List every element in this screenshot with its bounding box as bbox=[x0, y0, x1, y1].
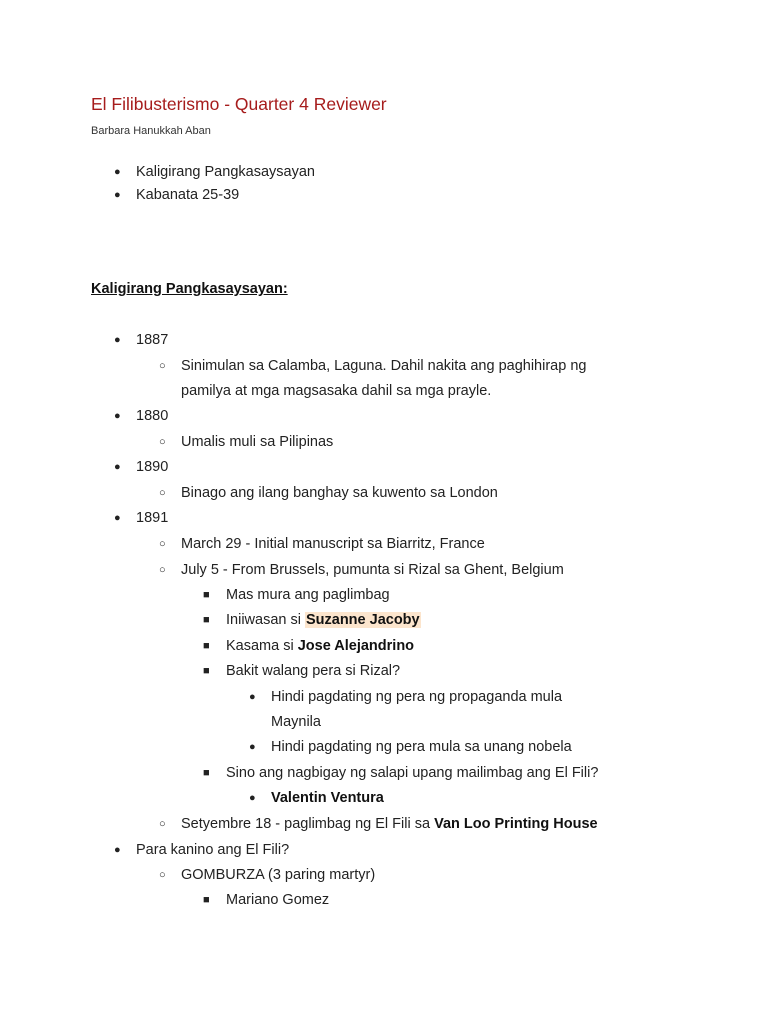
list-item: Binago ang ilang banghay sa kuwento sa London bbox=[181, 485, 498, 501]
bullet-square-icon: ■ bbox=[203, 767, 210, 779]
list-item: Bakit walang pera si Rizal? bbox=[226, 663, 401, 679]
bullet-square-icon: ■ bbox=[203, 614, 210, 626]
bullet-circle-icon: ○ bbox=[159, 436, 166, 448]
bullet-disc-icon: ● bbox=[114, 166, 121, 178]
list-item: Valentin Ventura bbox=[271, 790, 384, 806]
bullet-disc-icon: ● bbox=[249, 691, 256, 703]
list-item bbox=[226, 636, 414, 656]
bold-name: Jose Alejandrino bbox=[297, 638, 415, 654]
list-item: Para kanino ang El Fili? bbox=[136, 842, 290, 858]
list-item-text: Setyembre 18 - paglimbag ng El Fili sa bbox=[181, 816, 435, 832]
list-item: Sino ang nagbigay ng salapi upang mailimbag ang El Fili? bbox=[226, 765, 599, 781]
list-item: July 5 - From Brussels, pumunta si Rizal sa Ghent, Belgium bbox=[181, 562, 564, 578]
list-item: Mariano Gomez bbox=[226, 892, 330, 908]
bullet-square-icon: ■ bbox=[203, 665, 210, 677]
section-heading: Kaligirang Pangkasaysayan: bbox=[91, 281, 288, 297]
bullet-disc-icon: ● bbox=[114, 189, 121, 201]
list-item: 1887 bbox=[136, 332, 169, 348]
bullet-circle-icon: ○ bbox=[159, 564, 166, 576]
bullet-square-icon: ■ bbox=[203, 894, 210, 906]
bullet-circle-icon: ○ bbox=[159, 487, 166, 499]
bullet-disc-icon: ● bbox=[114, 334, 121, 346]
list-item: 1890 bbox=[136, 459, 169, 475]
bullet-circle-icon: ○ bbox=[159, 869, 166, 881]
list-item-text: Kasama si bbox=[226, 638, 298, 654]
toc-item: Kabanata 25-39 bbox=[136, 187, 240, 203]
list-item: March 29 - Initial manuscript sa Biarritz, France bbox=[181, 536, 485, 552]
bullet-disc-icon: ● bbox=[114, 512, 121, 524]
bullet-circle-icon: ○ bbox=[159, 818, 166, 830]
list-item: Hindi pagdating ng pera ng propaganda mula bbox=[271, 689, 563, 705]
list-item: 1880 bbox=[136, 408, 169, 424]
bullet-disc-icon: ● bbox=[114, 844, 121, 856]
bullet-disc-icon: ● bbox=[249, 741, 256, 753]
bullet-circle-icon: ○ bbox=[159, 538, 166, 550]
author-name: Barbara Hanukkah Aban bbox=[91, 125, 211, 137]
bullet-disc-icon: ● bbox=[114, 461, 121, 473]
document-title: El Filibusterismo - Quarter 4 Reviewer bbox=[91, 94, 387, 114]
bold-name: Van Loo Printing House bbox=[434, 816, 598, 832]
list-item: 1891 bbox=[136, 510, 169, 526]
list-item: Hindi pagdating ng pera mula sa unang nobela bbox=[271, 739, 572, 755]
list-item bbox=[181, 814, 598, 834]
bullet-disc-icon: ● bbox=[249, 792, 256, 804]
toc-item: Kaligirang Pangkasaysayan bbox=[136, 164, 315, 180]
bullet-circle-icon: ○ bbox=[159, 360, 166, 372]
list-item-text: Iniiwasan si bbox=[226, 612, 305, 628]
highlighted-name: Suzanne Jacoby bbox=[305, 612, 420, 628]
list-item: GOMBURZA (3 paring martyr) bbox=[181, 867, 376, 883]
list-item-continuation: Maynila bbox=[271, 714, 321, 730]
list-item-continuation: pamilya at mga magsasaka dahil sa mga prayle. bbox=[181, 383, 492, 399]
bullet-square-icon: ■ bbox=[203, 640, 210, 652]
bullet-disc-icon: ● bbox=[114, 410, 121, 422]
list-item: Sinimulan sa Calamba, Laguna. Dahil nakita ang paghihirap ng bbox=[181, 358, 587, 374]
bullet-square-icon: ■ bbox=[203, 589, 210, 601]
list-item: Umalis muli sa Pilipinas bbox=[181, 434, 334, 450]
list-item: Mas mura ang paglimbag bbox=[226, 587, 390, 603]
list-item bbox=[226, 610, 421, 630]
